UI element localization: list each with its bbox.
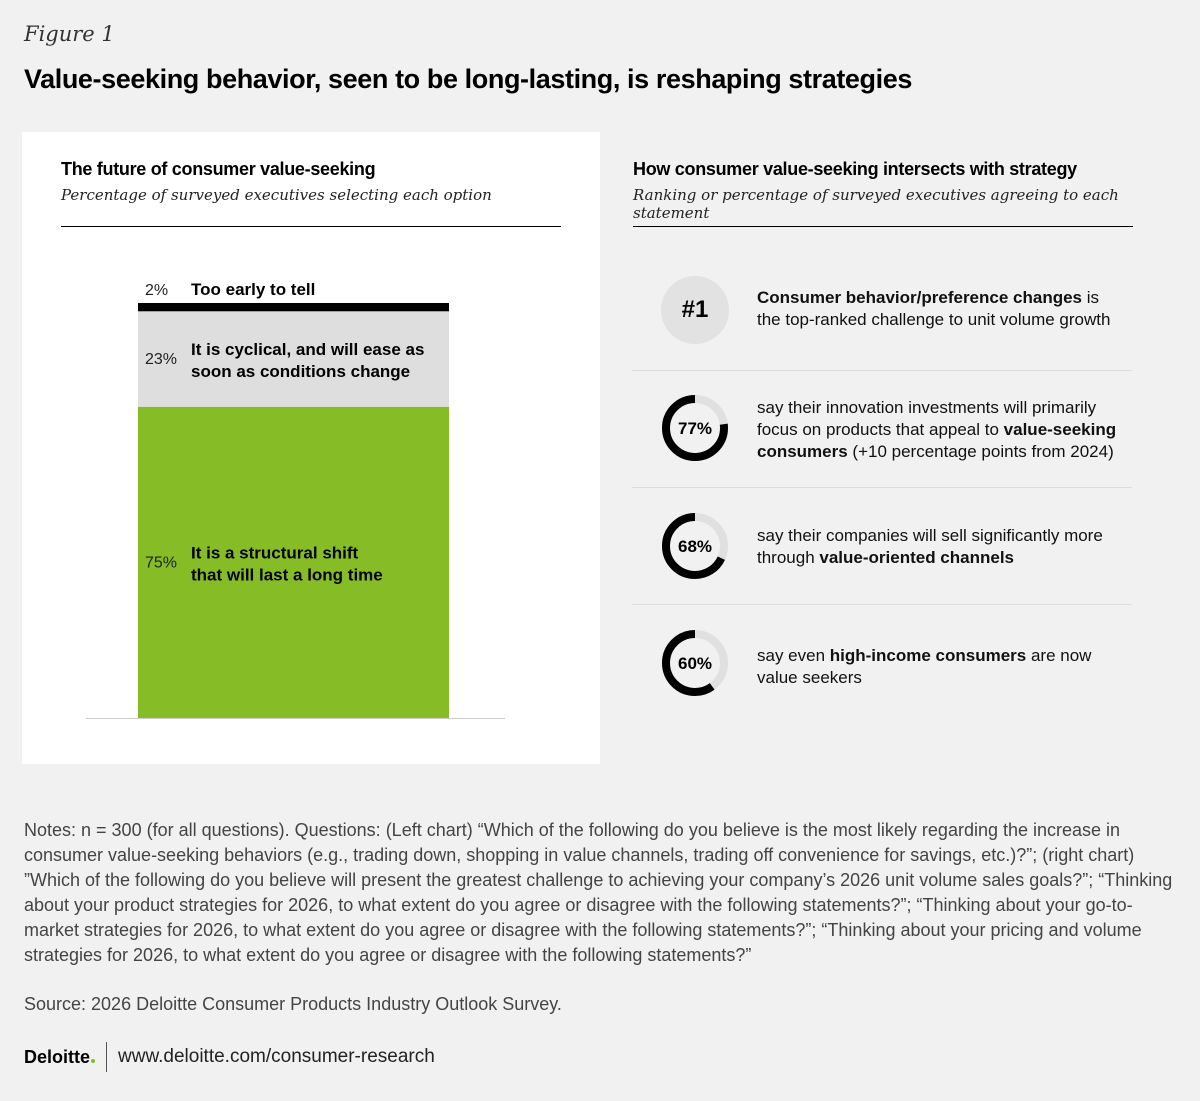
- right-panel-subtitle: Ranking or percentage of surveyed executives agreeing to each statement: [633, 186, 1119, 222]
- stat-statement-innovation: say their innovation investments will primarily focus on products that appeal to value-seeking consumers (+10 percentage points from 2024): [757, 398, 1117, 461]
- segment-value-label: 2%: [145, 282, 169, 299]
- stat-statement-high-income: say even high-income consumers are now value seekers: [757, 646, 1092, 687]
- donut-ring-68: [661, 512, 729, 580]
- separator: [632, 604, 1132, 605]
- figure-label: Figure 1: [24, 22, 115, 46]
- ring-value-label: 60%: [677, 654, 713, 673]
- notes: Notes: n = 300 (for all questions). Questions: (Left chart) “Which of the following do you believe is the most likely regarding the increase in consumer value-seeking behaviors (e.g., trading down, shopping in value channels, trading off convenience for savings, etc.)?”; (right chart) ”Which of the following do you believe will present the greatest challenge to achieving your company’s 2026 unit volume sales goals?”; “Thinking about your product strategies for 2026, to what extent do you agree or disagree with the following statements?”; “Thinking about your go-to-market strategies for 2026, to what extent do you agree or disagree with the following statements?”; “Thinking about your pricing and volume strategies for 2026, to what extent do you agree or disagree with the following statements?”: [24, 820, 1173, 965]
- donut-ring-77: [661, 394, 729, 462]
- segment-category-label: Too early to tell: [191, 280, 316, 299]
- source: Source: 2026 Deloitte Consumer Products Industry Outlook Survey.: [24, 994, 562, 1014]
- segment-value-label: 75%: [145, 554, 178, 572]
- footer-divider: [106, 1042, 107, 1072]
- bar-segment: [138, 407, 449, 718]
- deloitte-logo: Deloitte: [24, 1047, 95, 1068]
- ring-value-label: 77%: [677, 419, 713, 438]
- bar-segment: [138, 303, 449, 311]
- headline: Value-seeking behavior, seen to be long-lasting, is reshaping strategies: [24, 64, 912, 94]
- donut-ring-60: [661, 629, 729, 697]
- segment-category-label: It is cyclical, and will ease as: [191, 340, 425, 360]
- ring-value-label: 68%: [677, 537, 713, 556]
- segment-value-label: 23%: [145, 351, 178, 369]
- footer-url[interactable]: www.deloitte.com/consumer-research: [118, 1046, 435, 1067]
- segment-category-label: that will last a long time: [191, 565, 383, 585]
- right-panel-rule: [633, 226, 1133, 227]
- left-panel-title: The future of consumer value-seeking: [61, 159, 376, 179]
- right-panel-title: How consumer value-seeking intersects with strategy: [633, 159, 1077, 179]
- right-panel: [600, 132, 1178, 764]
- stacked-bar-chart: [22, 132, 600, 764]
- segment-category-label: soon as conditions change: [191, 362, 411, 382]
- separator: [632, 487, 1132, 488]
- footer: [24, 1042, 435, 1072]
- segment-category-label: It is a structural shift: [191, 543, 359, 563]
- left-panel: [22, 132, 600, 764]
- separator: [632, 370, 1132, 371]
- stat-statement-channels: say their companies will sell significantly more through value-oriented channels: [757, 526, 1103, 567]
- rank-statement: Consumer behavior/preference changes is the top-ranked challenge to unit volume growth: [757, 288, 1111, 329]
- rank-badge: #1: [661, 276, 729, 344]
- left-panel-subtitle: Percentage of surveyed executives selecting each option: [61, 186, 492, 204]
